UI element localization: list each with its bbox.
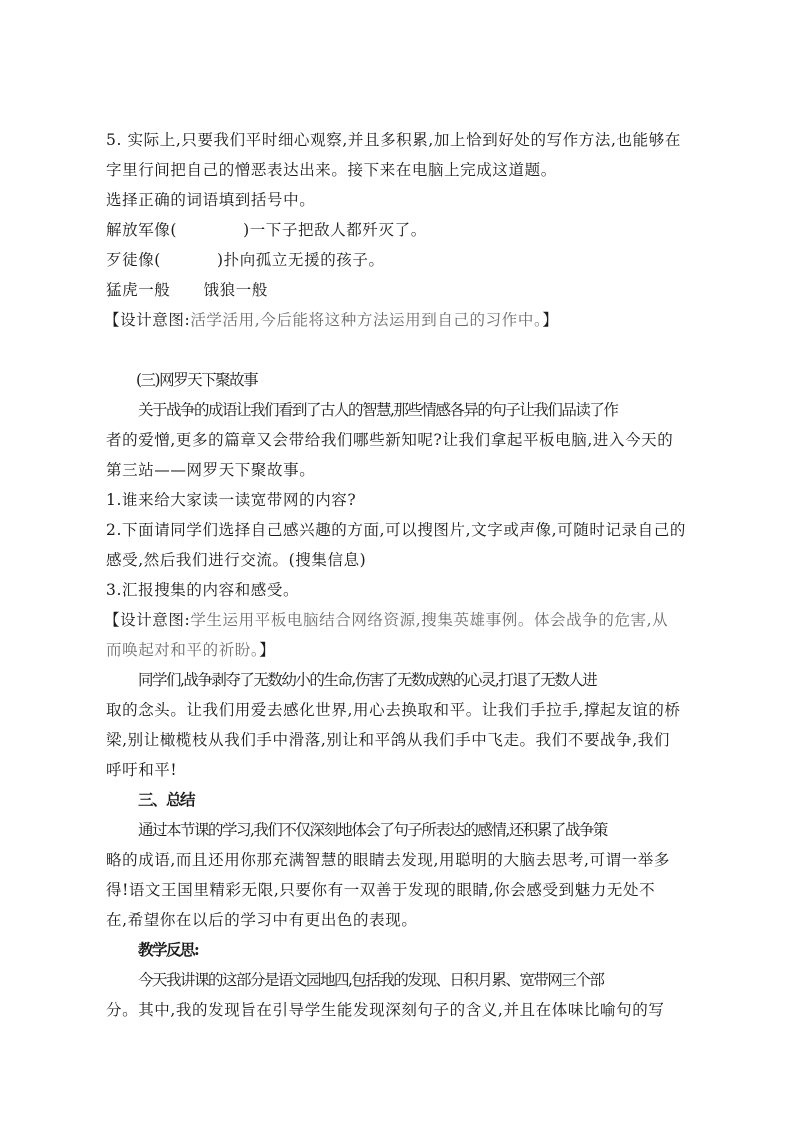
step-3: 3.汇报搜集的内容和感受。 bbox=[106, 581, 300, 599]
design-intent-text: 学生运用平板电脑结合网络资源,搜集英雄事例。体会战争的危害,从 bbox=[190, 611, 669, 629]
question-2-prefix: 歹徒像( bbox=[106, 251, 161, 269]
question-1-suffix: )一下子把敌人都歼灭了。 bbox=[243, 221, 427, 239]
reflection-line-1: 今天我讲课的这部分是语文园地四,包括我的发现、日积月累、宽带网三个部 bbox=[138, 971, 604, 989]
fill-question-2 bbox=[106, 250, 698, 270]
summary-line-1: 通过本节课的学习,我们不仅深刻地体会了句子所表达的感情,还积累了战争策 bbox=[138, 821, 607, 839]
design-intent-text: 活学活用,今后能将这种方法运用到自己的习作中。 bbox=[190, 311, 543, 329]
question-2-suffix: )扑向孤立无援的孩子。 bbox=[216, 251, 385, 269]
fill-question-1 bbox=[106, 220, 698, 240]
closing-line-4: 呼吁和平! bbox=[106, 761, 178, 779]
design-intent-text: 而唤起对和平的祈盼。 bbox=[106, 641, 260, 659]
design-intent-label: 【设计意图: bbox=[104, 611, 191, 629]
summary-heading: 三、总结 bbox=[138, 790, 195, 809]
design-intent-close: 】 bbox=[259, 641, 276, 659]
part3-intro-line-1: 关于战争的成语让我们看到了古人的智慧,那些情感各异的句子让我们品读了作 bbox=[138, 401, 618, 419]
question-1-prefix: 解放军像( bbox=[106, 221, 178, 239]
fill-instruction: 选择正确的词语填到括号中。 bbox=[106, 191, 316, 209]
design-intent-label: 【设计意图: bbox=[104, 311, 191, 329]
section5-line-1: 5. 实际上,只要我们平时细心观察,并且多积累,加上恰到好处的写作方法,也能够在 bbox=[106, 131, 681, 149]
part3-intro-line-2: 者的爱憎,更多的篇章又会带给我们哪些新知呢?让我们拿起平板电脑,进入今天的 bbox=[106, 431, 674, 449]
reflection-heading: 教学反思: bbox=[138, 940, 199, 959]
design-intent-1 bbox=[104, 310, 696, 330]
summary-line-3: 得!语文王国里精彩无限,只要你有一双善于发现的眼睛,你会感受到魅力无处不 bbox=[106, 881, 656, 899]
part3-intro-line-3: 第三站——网罗天下聚故事。 bbox=[106, 461, 316, 479]
step-1: 1.谁来给大家读一读宽带网的内容? bbox=[106, 491, 357, 509]
step-2-line-2: 感受,然后我们进行交流。(搜集信息) bbox=[106, 551, 367, 569]
word-options: 猛虎一般 饿狼一般 bbox=[106, 281, 268, 299]
section5-line-2: 字里行间把自己的憎恶表达出来。接下来在电脑上完成这道题。 bbox=[106, 161, 557, 179]
closing-line-3: 梁,别让橄榄枝从我们手中滑落,别让和平鸽从我们手中飞走。我们不要战争,我们 bbox=[106, 731, 670, 749]
summary-line-4: 在,希望你在以后的学习中有更出色的表现。 bbox=[106, 911, 418, 929]
part3-heading: (三)网罗天下聚故事 bbox=[136, 371, 258, 389]
design-intent-close: 】 bbox=[542, 311, 559, 329]
design-intent-2-line-1 bbox=[104, 610, 696, 630]
summary-line-2: 略的成语,而且还用你那充满智慧的眼睛去发现,用聪明的大脑去思考,可谓一举多 bbox=[106, 851, 670, 869]
closing-line-2: 取的念头。让我们用爱去感化世界,用心去换取和平。让我们手拉手,撑起友谊的桥 bbox=[106, 701, 681, 719]
step-2-line-1: 2.下面请同学们选择自己感兴趣的方面,可以搜图片,文字或声像,可随时记录自己的 bbox=[106, 521, 686, 539]
closing-line-1: 同学们,战争剥夺了无数幼小的生命,伤害了无数成熟的心灵,打退了无数人进 bbox=[138, 671, 597, 689]
reflection-line-2: 分。其中,我的发现旨在引导学生能发现深刻句子的含义,并且在体味比喻句的写 bbox=[106, 1001, 665, 1019]
design-intent-2-line-2 bbox=[106, 640, 698, 660]
